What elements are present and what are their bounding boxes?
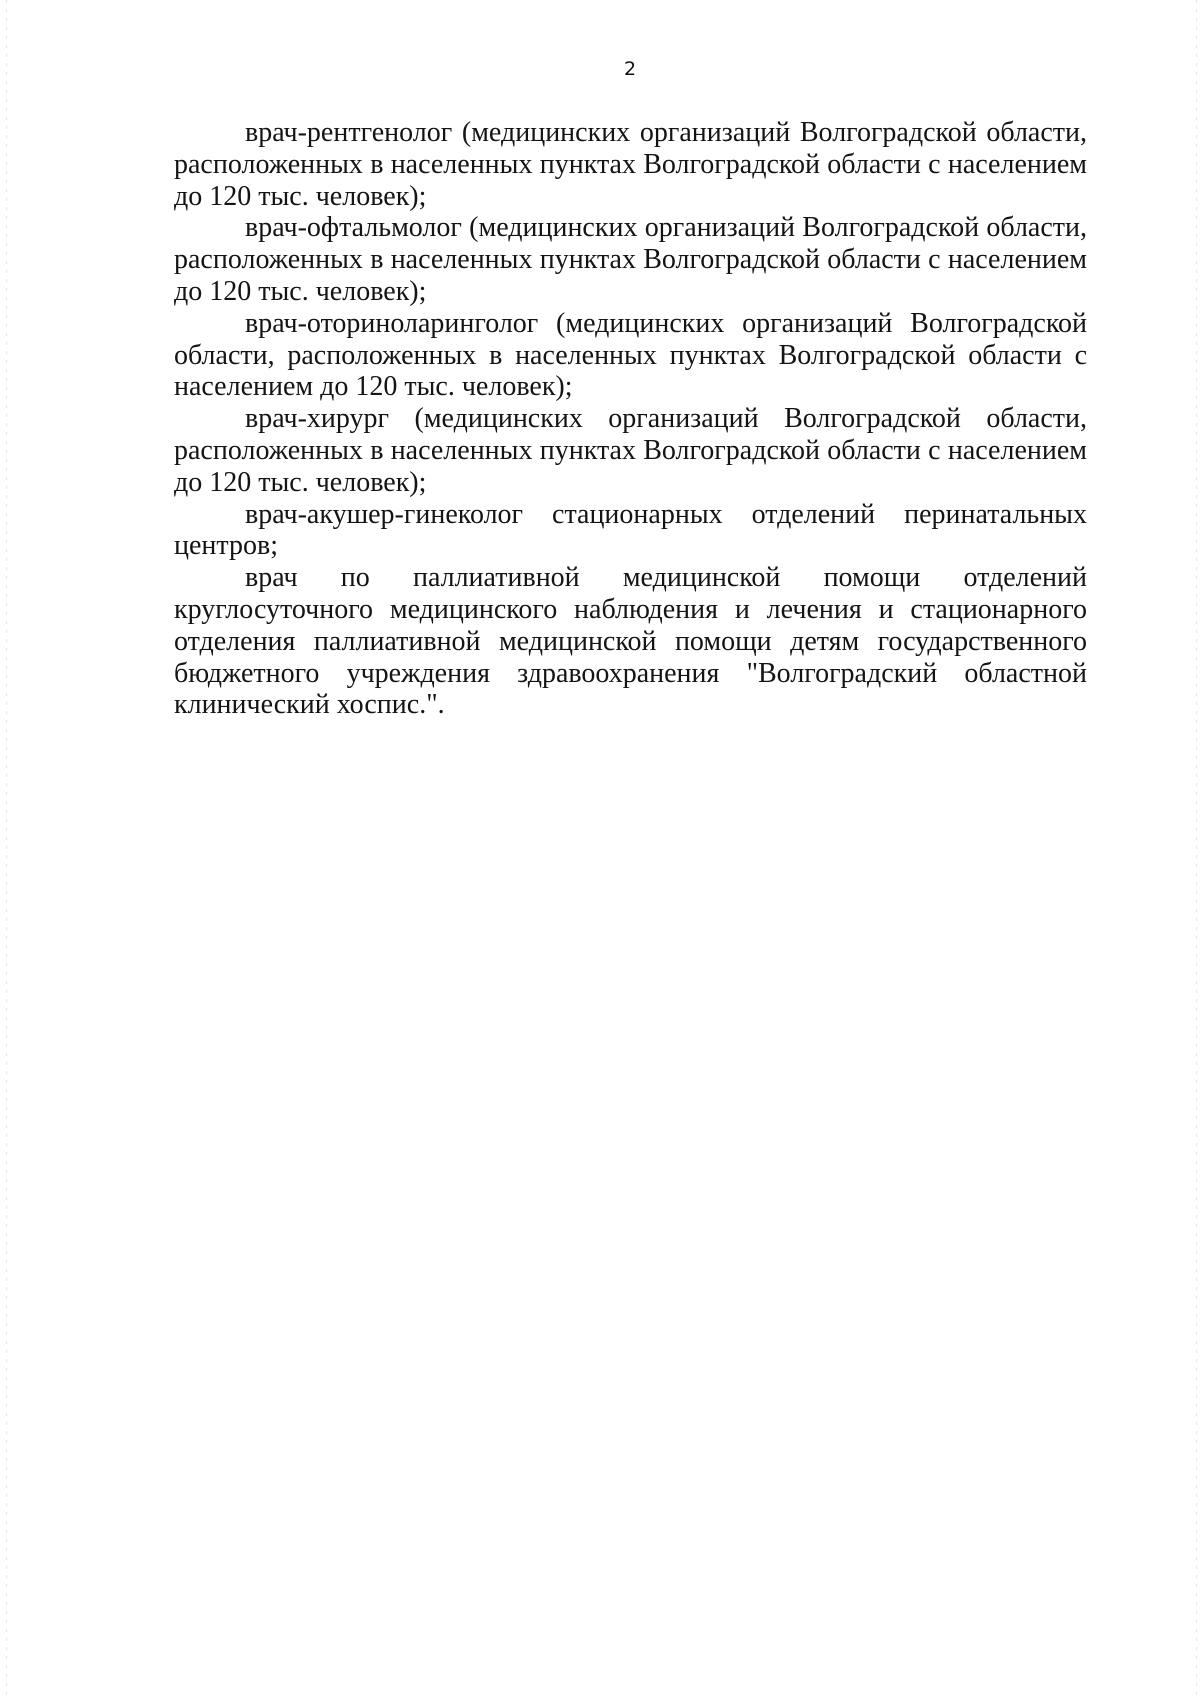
page-number: 2 (623, 58, 637, 80)
list-item-ophthalmologist: врач-офтальмолог (медицинских организаций Волгоградской области, расположенных в населенных пунктах Волгоградской области с населением до 120 тыс. человек); (174, 212, 1087, 307)
list-item-otolaryngologist: врач-оториноларинголог (медицинских организаций Волгоградской области, расположенных в населенных пунктах Волгоградской области с населением до 120 тыс. человек); (174, 307, 1087, 403)
scan-edge-left (6, 0, 7, 1696)
list-item-surgeon: врач-хирург (медицинских организаций Волгоградской области, расположенных в населенных пунктах Волгоградской области с населением до 120 тыс. человек); (174, 403, 1087, 498)
list-item-radiologist: врач-рентгенолог (медицинских организаций Волгоградской области, расположенных в населенных пунктах Волгоградской области с населением до 120 тыс. человек); (174, 117, 1087, 212)
document-body (174, 117, 1087, 721)
list-item-palliative-doctor: врач по паллиативной медицинской помощи отделений круглосуточного медицинского наблюдения и лечения и стационарного отделения паллиативной медицинской помощи детям государственного бюджетного учреждения здравоохранения "Волгоградский областной клинический хоспис.". (174, 562, 1087, 721)
scan-edge-right (1196, 0, 1197, 1696)
list-item-obstetrician: врач-акушер-гинеколог стационарных отделений перинатальных центров; (174, 498, 1087, 562)
